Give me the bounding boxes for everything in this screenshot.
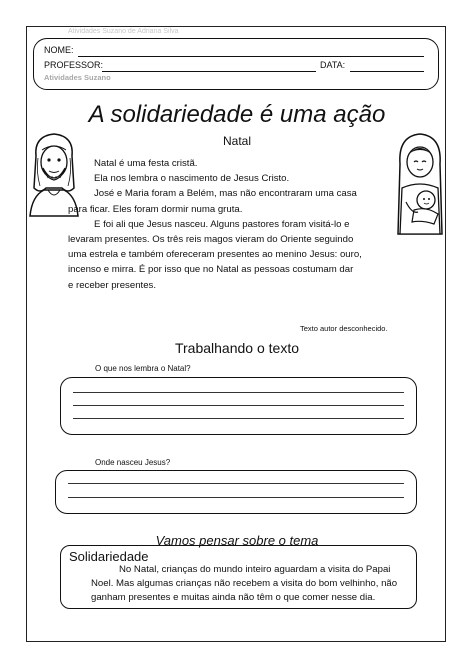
text-line: e receber presentes.: [68, 279, 156, 291]
suzano-tag: Atividades Suzano: [44, 73, 111, 82]
nome-field[interactable]: [78, 56, 424, 57]
answer-line[interactable]: [68, 483, 404, 484]
question-2: Onde nasceu Jesus?: [95, 458, 171, 467]
professor-field[interactable]: [102, 71, 316, 72]
text-line: para ficar. Eles foram dormir numa gruta.: [68, 203, 243, 215]
answer-line[interactable]: [73, 418, 404, 419]
text-line: Natal é uma festa cristã.: [94, 158, 198, 169]
text-line: Ela nos lembra o nascimento de Jesus Cristo.: [94, 173, 290, 185]
data-label: DATA:: [320, 60, 346, 70]
exercise-title: Trabalhando o texto: [174, 340, 299, 356]
answer-box-2[interactable]: [55, 470, 417, 514]
solidarity-box: [60, 545, 417, 609]
text-line: E foi ali que Jesus nasceu. Alguns pastores foram visitá-lo e: [94, 218, 350, 230]
professor-label: PROFESSOR:: [44, 60, 104, 70]
solidarity-text: [91, 563, 413, 605]
solidarity-line: Noel. Mas algumas crianças não recebem a visita do bom velhinho, não: [91, 578, 398, 589]
text-line: incenso e mirra. É por isso que no Natal as pessoas costumam dar: [68, 264, 354, 276]
text-line: José e Maria foram a Belém, mas não encontraram uma casa: [94, 188, 357, 200]
answer-line[interactable]: [73, 405, 404, 406]
text-line: levaram presentes. Os três reis magos vieram do Oriente seguindo: [68, 234, 354, 246]
question-1: O que nos lembra o Natal?: [95, 364, 191, 373]
reflection-title: Vamos pensar sobre o tema: [155, 533, 319, 548]
watermark: Atividades Suzano de Adriana Silva: [68, 28, 179, 35]
data-field[interactable]: [350, 71, 424, 72]
text-subtitle: Natal: [222, 134, 251, 148]
reading-text: [68, 156, 398, 293]
answer-line[interactable]: [73, 392, 404, 393]
solidarity-line: ganham presentes e muitas ainda não têm o que comer nesse dia.: [91, 592, 376, 603]
answer-box-1[interactable]: [60, 377, 417, 435]
text-line: uma estrela e também ofereceram presentes ao menino Jesus: ouro,: [68, 249, 362, 261]
answer-line[interactable]: [68, 497, 404, 498]
student-info-box: [33, 38, 439, 90]
nome-label: NOME:: [44, 45, 74, 55]
solidarity-title: Solidariedade: [69, 549, 149, 564]
text-credit: Texto autor desconhecido.: [300, 324, 388, 333]
solidarity-line: No Natal, crianças do mundo inteiro aguardam a visita do Papai: [119, 564, 391, 575]
page-title: A solidariedade é uma ação: [88, 101, 386, 128]
